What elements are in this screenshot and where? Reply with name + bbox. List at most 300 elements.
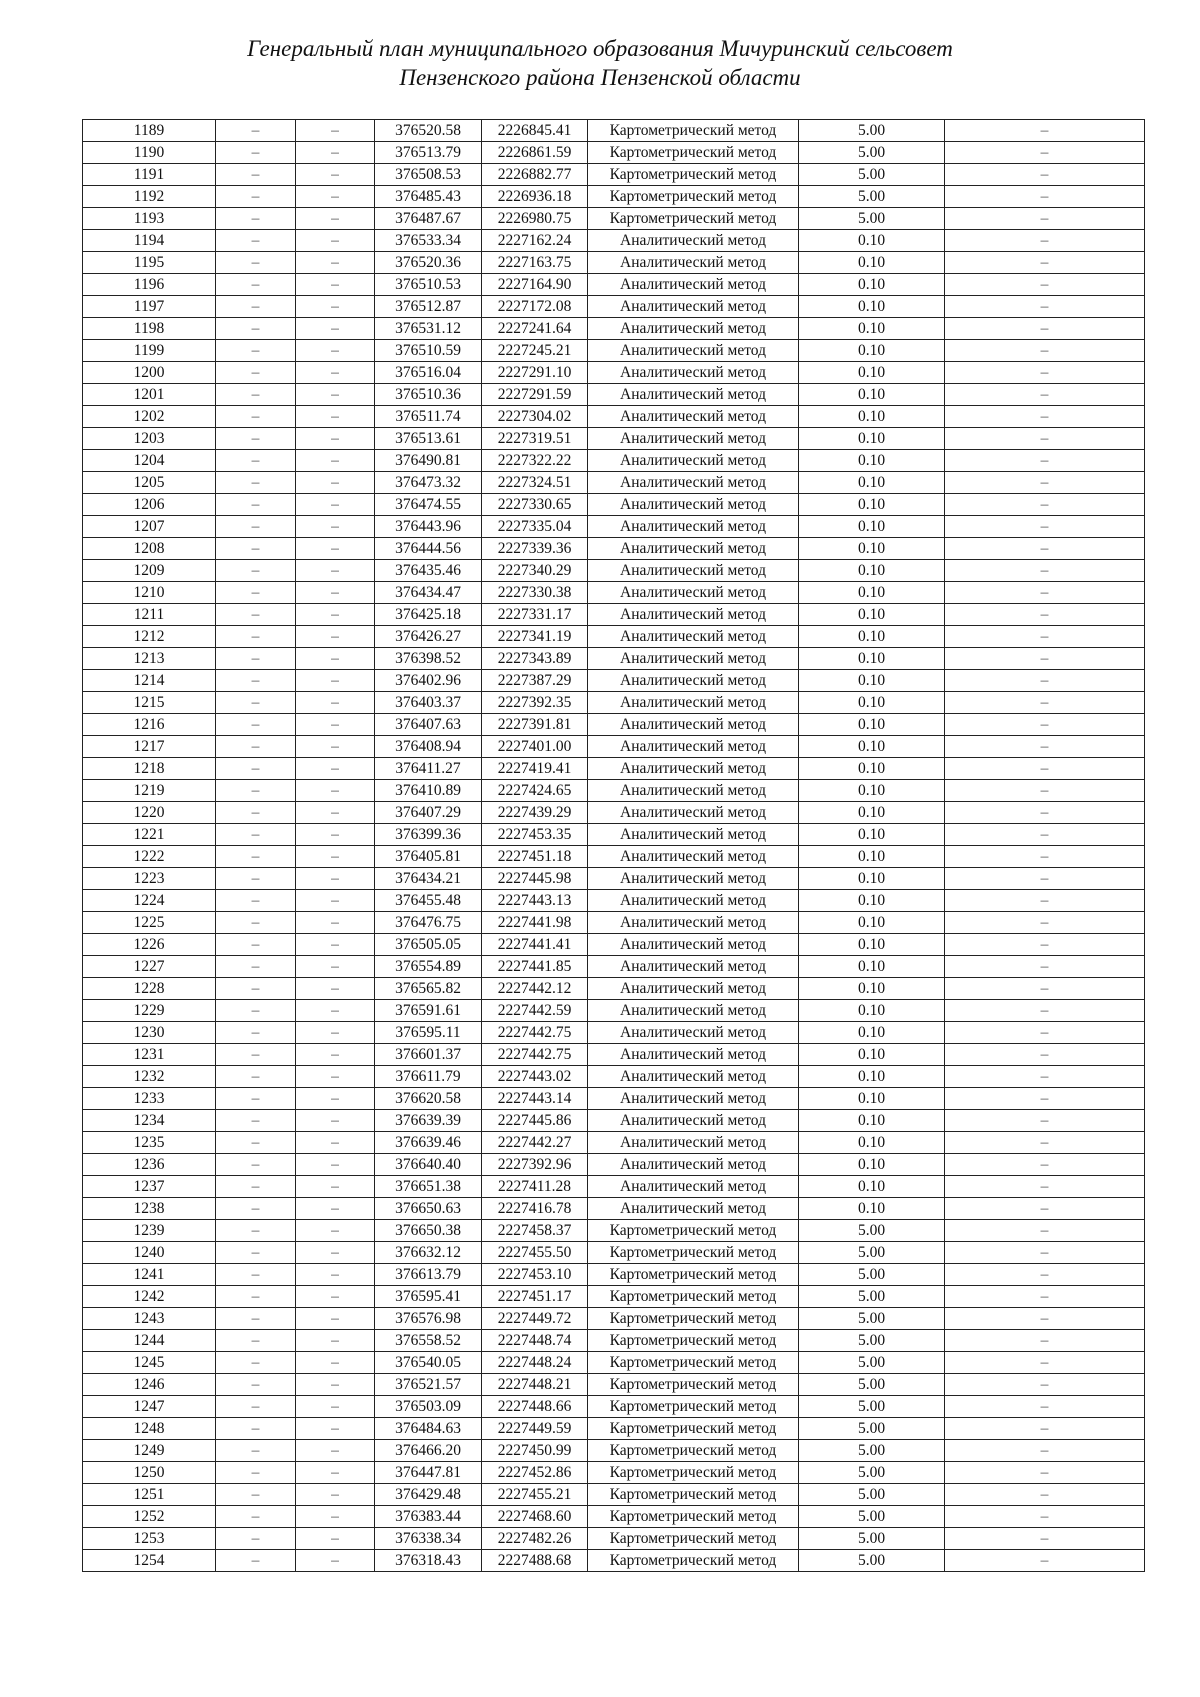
table-row: [83, 1044, 1145, 1066]
cell-col8: –: [945, 736, 1145, 758]
precision-cell: 5.00: [799, 1440, 945, 1462]
cell-col8: –: [945, 780, 1145, 802]
cell-col8: –: [945, 362, 1145, 384]
precision-cell: 0.10: [799, 1132, 945, 1154]
method-cell: Аналитический метод: [588, 670, 799, 692]
cell-col8: –: [945, 648, 1145, 670]
x-coordinate-cell: 376640.40: [375, 1154, 482, 1176]
y-coordinate-cell: 2227445.98: [482, 868, 588, 890]
cell-col2: –: [216, 274, 296, 296]
cell-col2: –: [216, 1066, 296, 1088]
method-cell: Картометрический метод: [588, 1462, 799, 1484]
cell-col8: –: [945, 626, 1145, 648]
x-coordinate-cell: 376554.89: [375, 956, 482, 978]
x-coordinate-cell: 376398.52: [375, 648, 482, 670]
cell-col2: –: [216, 538, 296, 560]
cell-col3: –: [296, 1440, 375, 1462]
precision-cell: 0.10: [799, 516, 945, 538]
method-cell: Картометрический метод: [588, 142, 799, 164]
point-number-cell: 1251: [83, 1484, 216, 1506]
cell-col8: –: [945, 1044, 1145, 1066]
cell-col3: –: [296, 1022, 375, 1044]
cell-col8: –: [945, 274, 1145, 296]
precision-cell: 0.10: [799, 824, 945, 846]
cell-col8: –: [945, 538, 1145, 560]
x-coordinate-cell: 376613.79: [375, 1264, 482, 1286]
precision-cell: 0.10: [799, 494, 945, 516]
x-coordinate-cell: 376513.61: [375, 428, 482, 450]
cell-col3: –: [296, 1264, 375, 1286]
table-row: [83, 824, 1145, 846]
point-number-cell: 1213: [83, 648, 216, 670]
cell-col2: –: [216, 692, 296, 714]
point-number-cell: 1194: [83, 230, 216, 252]
table-row: [83, 1352, 1145, 1374]
table-row: [83, 604, 1145, 626]
method-cell: Аналитический метод: [588, 1022, 799, 1044]
x-coordinate-cell: 376447.81: [375, 1462, 482, 1484]
cell-col2: –: [216, 1000, 296, 1022]
point-number-cell: 1248: [83, 1418, 216, 1440]
cell-col8: –: [945, 164, 1145, 186]
cell-col3: –: [296, 164, 375, 186]
cell-col8: –: [945, 142, 1145, 164]
cell-col2: –: [216, 1242, 296, 1264]
y-coordinate-cell: 2227450.99: [482, 1440, 588, 1462]
precision-cell: 0.10: [799, 340, 945, 362]
method-cell: Картометрический метод: [588, 1286, 799, 1308]
table-row: [83, 472, 1145, 494]
cell-col8: –: [945, 1528, 1145, 1550]
method-cell: Аналитический метод: [588, 230, 799, 252]
precision-cell: 0.10: [799, 362, 945, 384]
precision-cell: 5.00: [799, 1506, 945, 1528]
cell-col8: –: [945, 1088, 1145, 1110]
precision-cell: 0.10: [799, 1110, 945, 1132]
cell-col8: –: [945, 340, 1145, 362]
cell-col3: –: [296, 1396, 375, 1418]
point-number-cell: 1247: [83, 1396, 216, 1418]
table-row: [83, 1308, 1145, 1330]
y-coordinate-cell: 2227488.68: [482, 1550, 588, 1572]
cell-col8: –: [945, 1022, 1145, 1044]
cell-col3: –: [296, 318, 375, 340]
x-coordinate-cell: 376505.05: [375, 934, 482, 956]
y-coordinate-cell: 2227319.51: [482, 428, 588, 450]
cell-col3: –: [296, 1352, 375, 1374]
x-coordinate-cell: 376595.11: [375, 1022, 482, 1044]
precision-cell: 0.10: [799, 956, 945, 978]
table-row: [83, 912, 1145, 934]
y-coordinate-cell: 2227451.18: [482, 846, 588, 868]
point-number-cell: 1226: [83, 934, 216, 956]
point-number-cell: 1245: [83, 1352, 216, 1374]
x-coordinate-cell: 376508.53: [375, 164, 482, 186]
method-cell: Аналитический метод: [588, 1110, 799, 1132]
cell-col3: –: [296, 384, 375, 406]
table-row: [83, 1462, 1145, 1484]
cell-col8: –: [945, 318, 1145, 340]
x-coordinate-cell: 376466.20: [375, 1440, 482, 1462]
table-row: [83, 340, 1145, 362]
cell-col2: –: [216, 1396, 296, 1418]
method-cell: Аналитический метод: [588, 692, 799, 714]
method-cell: Аналитический метод: [588, 648, 799, 670]
y-coordinate-cell: 2227448.24: [482, 1352, 588, 1374]
precision-cell: 0.10: [799, 406, 945, 428]
table-row: [83, 274, 1145, 296]
precision-cell: 0.10: [799, 1044, 945, 1066]
cell-col8: –: [945, 1220, 1145, 1242]
cell-col2: –: [216, 1550, 296, 1572]
cell-col2: –: [216, 1374, 296, 1396]
method-cell: Аналитический метод: [588, 1154, 799, 1176]
table-row: [83, 1110, 1145, 1132]
y-coordinate-cell: 2227442.59: [482, 1000, 588, 1022]
cell-col3: –: [296, 340, 375, 362]
x-coordinate-cell: 376318.43: [375, 1550, 482, 1572]
precision-cell: 0.10: [799, 538, 945, 560]
table-row: [83, 362, 1145, 384]
cell-col3: –: [296, 692, 375, 714]
precision-cell: 5.00: [799, 1264, 945, 1286]
cell-col8: –: [945, 560, 1145, 582]
table-row: [83, 1088, 1145, 1110]
precision-cell: 0.10: [799, 846, 945, 868]
point-number-cell: 1243: [83, 1308, 216, 1330]
precision-cell: 5.00: [799, 1220, 945, 1242]
cell-col8: –: [945, 450, 1145, 472]
precision-cell: 5.00: [799, 1418, 945, 1440]
y-coordinate-cell: 2227449.72: [482, 1308, 588, 1330]
point-number-cell: 1239: [83, 1220, 216, 1242]
cell-col3: –: [296, 1330, 375, 1352]
precision-cell: 5.00: [799, 1528, 945, 1550]
method-cell: Аналитический метод: [588, 274, 799, 296]
x-coordinate-cell: 376434.21: [375, 868, 482, 890]
precision-cell: 0.10: [799, 560, 945, 582]
precision-cell: 0.10: [799, 1176, 945, 1198]
cell-col2: –: [216, 1088, 296, 1110]
x-coordinate-cell: 376435.46: [375, 560, 482, 582]
x-coordinate-cell: 376503.09: [375, 1396, 482, 1418]
cell-col8: –: [945, 582, 1145, 604]
table-row: [83, 142, 1145, 164]
table-row: [83, 1484, 1145, 1506]
table-row: [83, 1242, 1145, 1264]
x-coordinate-cell: 376402.96: [375, 670, 482, 692]
cell-col3: –: [296, 780, 375, 802]
cell-col2: –: [216, 604, 296, 626]
cell-col3: –: [296, 912, 375, 934]
cell-col2: –: [216, 1484, 296, 1506]
x-coordinate-cell: 376513.79: [375, 142, 482, 164]
table-row: [83, 758, 1145, 780]
table-row: [83, 560, 1145, 582]
point-number-cell: 1196: [83, 274, 216, 296]
point-number-cell: 1203: [83, 428, 216, 450]
x-coordinate-cell: 376639.46: [375, 1132, 482, 1154]
x-coordinate-cell: 376410.89: [375, 780, 482, 802]
point-number-cell: 1231: [83, 1044, 216, 1066]
cell-col2: –: [216, 1198, 296, 1220]
method-cell: Аналитический метод: [588, 626, 799, 648]
cell-col2: –: [216, 208, 296, 230]
precision-cell: 0.10: [799, 428, 945, 450]
x-coordinate-cell: 376405.81: [375, 846, 482, 868]
table-row: [83, 538, 1145, 560]
table-row: [83, 1198, 1145, 1220]
point-number-cell: 1202: [83, 406, 216, 428]
method-cell: Аналитический метод: [588, 1066, 799, 1088]
cell-col3: –: [296, 978, 375, 1000]
cell-col3: –: [296, 362, 375, 384]
precision-cell: 0.10: [799, 802, 945, 824]
x-coordinate-cell: 376591.61: [375, 1000, 482, 1022]
point-number-cell: 1246: [83, 1374, 216, 1396]
precision-cell: 0.10: [799, 1066, 945, 1088]
cell-col2: –: [216, 1176, 296, 1198]
table-row: [83, 1066, 1145, 1088]
y-coordinate-cell: 2227416.78: [482, 1198, 588, 1220]
y-coordinate-cell: 2226882.77: [482, 164, 588, 186]
x-coordinate-cell: 376425.18: [375, 604, 482, 626]
point-number-cell: 1192: [83, 186, 216, 208]
x-coordinate-cell: 376407.63: [375, 714, 482, 736]
cell-col3: –: [296, 582, 375, 604]
cell-col2: –: [216, 1154, 296, 1176]
point-number-cell: 1236: [83, 1154, 216, 1176]
y-coordinate-cell: 2227164.90: [482, 274, 588, 296]
cell-col3: –: [296, 604, 375, 626]
precision-cell: 0.10: [799, 714, 945, 736]
table-row: [83, 1000, 1145, 1022]
table-row: [83, 648, 1145, 670]
cell-col3: –: [296, 1176, 375, 1198]
cell-col8: –: [945, 1264, 1145, 1286]
table-row: [83, 1154, 1145, 1176]
y-coordinate-cell: 2227304.02: [482, 406, 588, 428]
x-coordinate-cell: 376411.27: [375, 758, 482, 780]
method-cell: Аналитический метод: [588, 736, 799, 758]
table-row: [83, 230, 1145, 252]
table-row: [83, 318, 1145, 340]
method-cell: Картометрический метод: [588, 1308, 799, 1330]
point-number-cell: 1219: [83, 780, 216, 802]
table-row: [83, 494, 1145, 516]
x-coordinate-cell: 376426.27: [375, 626, 482, 648]
point-number-cell: 1204: [83, 450, 216, 472]
method-cell: Аналитический метод: [588, 384, 799, 406]
point-number-cell: 1252: [83, 1506, 216, 1528]
precision-cell: 0.10: [799, 648, 945, 670]
cell-col2: –: [216, 560, 296, 582]
document-header: [0, 34, 1200, 92]
method-cell: Аналитический метод: [588, 428, 799, 450]
y-coordinate-cell: 2227172.08: [482, 296, 588, 318]
cell-col3: –: [296, 1462, 375, 1484]
table-row: [83, 1396, 1145, 1418]
cell-col2: –: [216, 670, 296, 692]
precision-cell: 0.10: [799, 1088, 945, 1110]
precision-cell: 5.00: [799, 164, 945, 186]
table-row: [83, 1374, 1145, 1396]
x-coordinate-cell: 376484.63: [375, 1418, 482, 1440]
y-coordinate-cell: 2227411.28: [482, 1176, 588, 1198]
point-number-cell: 1250: [83, 1462, 216, 1484]
precision-cell: 5.00: [799, 1286, 945, 1308]
point-number-cell: 1212: [83, 626, 216, 648]
cell-col8: –: [945, 802, 1145, 824]
method-cell: Аналитический метод: [588, 1000, 799, 1022]
y-coordinate-cell: 2227291.59: [482, 384, 588, 406]
y-coordinate-cell: 2227291.10: [482, 362, 588, 384]
table-row: [83, 186, 1145, 208]
cell-col3: –: [296, 516, 375, 538]
cell-col3: –: [296, 406, 375, 428]
cell-col2: –: [216, 1286, 296, 1308]
y-coordinate-cell: 2226936.18: [482, 186, 588, 208]
point-number-cell: 1234: [83, 1110, 216, 1132]
precision-cell: 0.10: [799, 934, 945, 956]
point-number-cell: 1224: [83, 890, 216, 912]
cell-col2: –: [216, 758, 296, 780]
method-cell: Аналитический метод: [588, 604, 799, 626]
cell-col3: –: [296, 1198, 375, 1220]
cell-col8: –: [945, 428, 1145, 450]
method-cell: Аналитический метод: [588, 560, 799, 582]
table-row: [83, 164, 1145, 186]
cell-col3: –: [296, 1418, 375, 1440]
table-row: [83, 1440, 1145, 1462]
precision-cell: 0.10: [799, 384, 945, 406]
cell-col8: –: [945, 1286, 1145, 1308]
cell-col3: –: [296, 868, 375, 890]
cell-col2: –: [216, 868, 296, 890]
point-number-cell: 1207: [83, 516, 216, 538]
coordinates-table: [82, 119, 1145, 1572]
method-cell: Аналитический метод: [588, 824, 799, 846]
cell-col8: –: [945, 1440, 1145, 1462]
cell-col3: –: [296, 934, 375, 956]
cell-col2: –: [216, 846, 296, 868]
y-coordinate-cell: 2227458.37: [482, 1220, 588, 1242]
cell-col2: –: [216, 912, 296, 934]
point-number-cell: 1210: [83, 582, 216, 604]
x-coordinate-cell: 376565.82: [375, 978, 482, 1000]
precision-cell: 0.10: [799, 780, 945, 802]
cell-col3: –: [296, 824, 375, 846]
cell-col8: –: [945, 824, 1145, 846]
method-cell: Аналитический метод: [588, 252, 799, 274]
x-coordinate-cell: 376434.47: [375, 582, 482, 604]
precision-cell: 0.10: [799, 230, 945, 252]
x-coordinate-cell: 376576.98: [375, 1308, 482, 1330]
method-cell: Аналитический метод: [588, 934, 799, 956]
table-row: [83, 1176, 1145, 1198]
cell-col2: –: [216, 582, 296, 604]
cell-col3: –: [296, 494, 375, 516]
point-number-cell: 1220: [83, 802, 216, 824]
cell-col3: –: [296, 890, 375, 912]
method-cell: Картометрический метод: [588, 1418, 799, 1440]
cell-col2: –: [216, 1110, 296, 1132]
precision-cell: 0.10: [799, 978, 945, 1000]
cell-col2: –: [216, 186, 296, 208]
cell-col2: –: [216, 164, 296, 186]
table-row: [83, 1022, 1145, 1044]
y-coordinate-cell: 2227162.24: [482, 230, 588, 252]
precision-cell: 0.10: [799, 626, 945, 648]
table-row: [83, 846, 1145, 868]
x-coordinate-cell: 376533.34: [375, 230, 482, 252]
cell-col8: –: [945, 1242, 1145, 1264]
method-cell: Аналитический метод: [588, 582, 799, 604]
precision-cell: 0.10: [799, 736, 945, 758]
y-coordinate-cell: 2227455.21: [482, 1484, 588, 1506]
x-coordinate-cell: 376474.55: [375, 494, 482, 516]
cell-col3: –: [296, 1088, 375, 1110]
cell-col3: –: [296, 956, 375, 978]
cell-col3: –: [296, 714, 375, 736]
cell-col2: –: [216, 1506, 296, 1528]
cell-col8: –: [945, 472, 1145, 494]
cell-col3: –: [296, 230, 375, 252]
method-cell: Аналитический метод: [588, 1088, 799, 1110]
method-cell: Картометрический метод: [588, 1220, 799, 1242]
cell-col3: –: [296, 186, 375, 208]
table-row: [83, 208, 1145, 230]
precision-cell: 5.00: [799, 1374, 945, 1396]
method-cell: Картометрический метод: [588, 1396, 799, 1418]
method-cell: Картометрический метод: [588, 1506, 799, 1528]
cell-col2: –: [216, 384, 296, 406]
cell-col8: –: [945, 296, 1145, 318]
table-body: [83, 120, 1145, 1572]
cell-col2: –: [216, 494, 296, 516]
method-cell: Аналитический метод: [588, 758, 799, 780]
y-coordinate-cell: 2227241.64: [482, 318, 588, 340]
x-coordinate-cell: 376403.37: [375, 692, 482, 714]
precision-cell: 5.00: [799, 142, 945, 164]
cell-col3: –: [296, 1308, 375, 1330]
x-coordinate-cell: 376650.63: [375, 1198, 482, 1220]
point-number-cell: 1235: [83, 1132, 216, 1154]
y-coordinate-cell: 2227439.29: [482, 802, 588, 824]
y-coordinate-cell: 2227424.65: [482, 780, 588, 802]
precision-cell: 0.10: [799, 450, 945, 472]
table-row: [83, 626, 1145, 648]
cell-col3: –: [296, 142, 375, 164]
method-cell: Картометрический метод: [588, 1440, 799, 1462]
cell-col8: –: [945, 956, 1145, 978]
point-number-cell: 1242: [83, 1286, 216, 1308]
point-number-cell: 1225: [83, 912, 216, 934]
precision-cell: 0.10: [799, 692, 945, 714]
method-cell: Аналитический метод: [588, 780, 799, 802]
method-cell: Картометрический метод: [588, 186, 799, 208]
point-number-cell: 1191: [83, 164, 216, 186]
cell-col2: –: [216, 340, 296, 362]
cell-col8: –: [945, 1198, 1145, 1220]
y-coordinate-cell: 2227391.81: [482, 714, 588, 736]
cell-col2: –: [216, 1462, 296, 1484]
cell-col8: –: [945, 252, 1145, 274]
cell-col3: –: [296, 1374, 375, 1396]
table-row: [83, 670, 1145, 692]
y-coordinate-cell: 2227330.38: [482, 582, 588, 604]
x-coordinate-cell: 376383.44: [375, 1506, 482, 1528]
